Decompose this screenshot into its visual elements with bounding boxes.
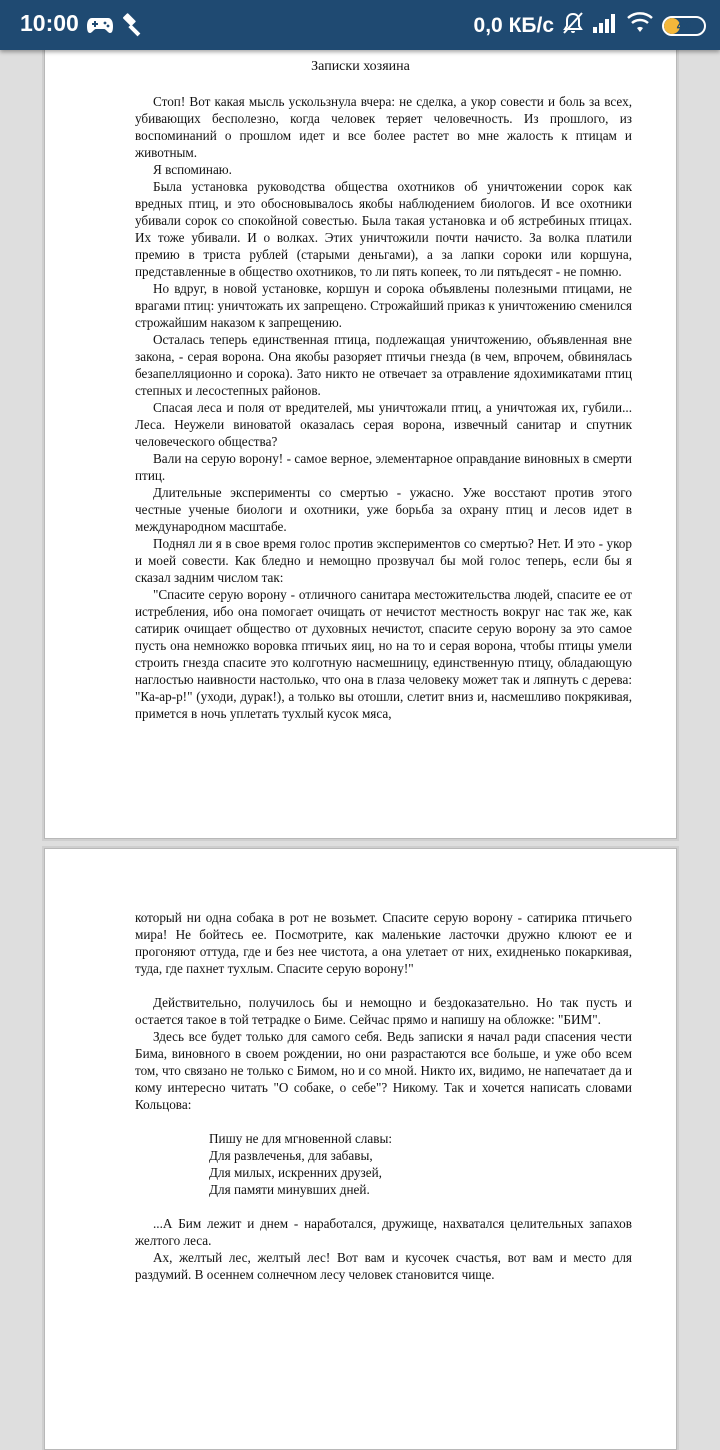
document-title: Записки хозяина (311, 59, 410, 74)
gamepad-icon (86, 12, 114, 43)
poem-line: Для развлеченья, для забавы, (209, 1148, 373, 1163)
paragraph: который ни одна собака в рот не возьмет. Спасите серую ворону - сатирика птичьего мира! Не бойтесь ее. Посмотрите, как маленькие ласточки дружно клюют ее и прогоняют оттуда, где и без нее чистота, а она улетает от них, ехидненько покаркивая, туда, где пахнет тухлым. Спасите серую ворону!" (135, 910, 632, 976)
poem (135, 1130, 632, 1198)
signal-icon (592, 12, 618, 39)
battery-icon: 40 (662, 16, 706, 36)
paragraph: "Спасите серую ворону - отличного санитара местожительства людей, спасите ее от истребления, ибо она помогает очищать от нечистот местность вокруг нас так же, как сатирик очищает общество от духовных нечистот, спасите серую ворону за это самое пусть она немножко воровка птичьих яиц, но на то и серая ворона, чтобы птицы умели строить гнезда спасите это колготную насмешницу, единственную птицу, обладающую наглостью наивности настолько, что она в глаза человеку может так и ляпнуть с дерева: "Ка-ар-р!" (уходи, дурак!), а только вы отошли, слетит вниз и, насмешливо покрякивая, примется в ночь уплетать тухлый кусок мяса, (135, 587, 632, 721)
poem-line: Для милых, искренних друзей, (209, 1165, 382, 1180)
paragraph: Ах, желтый лес, желтый лес! Вот вам и кусочек счастья, вот вам и место для раздумий. В осеннем солнечном лесу человек становится чище. (135, 1250, 632, 1282)
paragraph: Я вспоминаю. (153, 162, 232, 177)
paragraph: Длительные эксперименты со смертью - ужасно. Уже восстают против этого честные ученые биологи и охотники, уже борьба за охрану птиц и лесов идет в международном масштабе. (135, 485, 632, 534)
paragraph: Стоп! Вот какая мысль ускользнула вчера: не сделка, а укор совести и боль за всех, убивающих бесполезно, когда человек теряет человечность. Из прошлого, из воспоминаний о прошлом идет и все более растет во мне жалость к птицам и животным. (135, 94, 632, 160)
hammer-icon (120, 12, 146, 43)
mute-icon (562, 11, 584, 40)
paragraph: Спасая леса и поля от вредителей, мы уничтожали птиц, а уничтожая их, губили... Леса. Неужели виноватой оказалась серая ворона, извечный санитар и спутник человеческого общества? (135, 400, 632, 449)
paragraph: Поднял ли я в свое время голос против экспериментов со смертью? Нет. И это - укор и моей совести. Как бледно и немощно прозвучал бы мой голос теперь, если бы я сказал задним числом так: (135, 536, 632, 585)
paragraph: Была установка руководства общества охотников об уничтожении сорок как вредных птиц, и это обосновывалось якобы наблюдением биологов. И все охотники убивали сорок со спокойной совестью. Была такая установка и об ястребиных птицах. Их тоже убивали. И о волках. Этих уничтожили почти начисто. За волка платили премию в триста рублей (старыми деньгами), а за лапки сороки или коршуна, представленные в общество охотников, то ли пять копеек, то ли пятьдесят - не помню. (135, 179, 632, 279)
network-speed: 0,0 КБ/с (473, 13, 554, 37)
paragraph: Но вдруг, в новой установке, коршун и сорока объявлены полезными птицами, не врагами птиц: уничтожать их запрещено. Строжайший приказ к уничтожению сменился строжайшим наказом к запрещению. (135, 281, 632, 330)
document-page-2 (44, 848, 677, 1450)
paragraph: Здесь все будет только для самого себя. Ведь записки я начал ради спасения чести Бима, виновного в своем рождении, но они разрастаются все больше, и уже обо всем том, что связано не только с Бимом, но и со мной. Никто их, видимо, не напечатает да и кому интересно читать "О собаке, о себе"? Никому. Так и хочется написать словами Кольцова: (135, 1029, 632, 1112)
status-time: 10:00 (20, 10, 79, 36)
paragraph: Вали на серую ворону! - самое верное, элементарное оправдание виновных в смерти птиц. (135, 451, 632, 483)
page-1-text (135, 93, 632, 722)
document-page-1 (44, 42, 677, 839)
paragraph: Осталась теперь единственная птица, подлежащая уничтожению, объявленная вне закона, - серая ворона. Она якобы разоряет птичьи гнезда (в чем, впрочем, обвинялась безапелляционно и сорока). Зато никто не отвечает за отравление ядохимикатами птиц степных и лесостепных районов. (135, 332, 632, 398)
paragraph: Действительно, получилось бы и немощно и бездоказательно. Но так пусть и остается такое в той тетрадке о Биме. Сейчас прямо и напишу на обложке: "БИМ". (135, 995, 632, 1027)
poem-line: Для памяти минувших дней. (209, 1182, 370, 1197)
paragraph: ...А Бим лежит и днем - наработался, дружище, нахватался целительных запахов желтого леса. (135, 1216, 632, 1248)
poem-line: Пишу не для мгновенной славы: (209, 1131, 392, 1146)
wifi-icon (626, 12, 654, 39)
page-2-text (135, 909, 632, 1283)
status-bar (0, 0, 720, 50)
